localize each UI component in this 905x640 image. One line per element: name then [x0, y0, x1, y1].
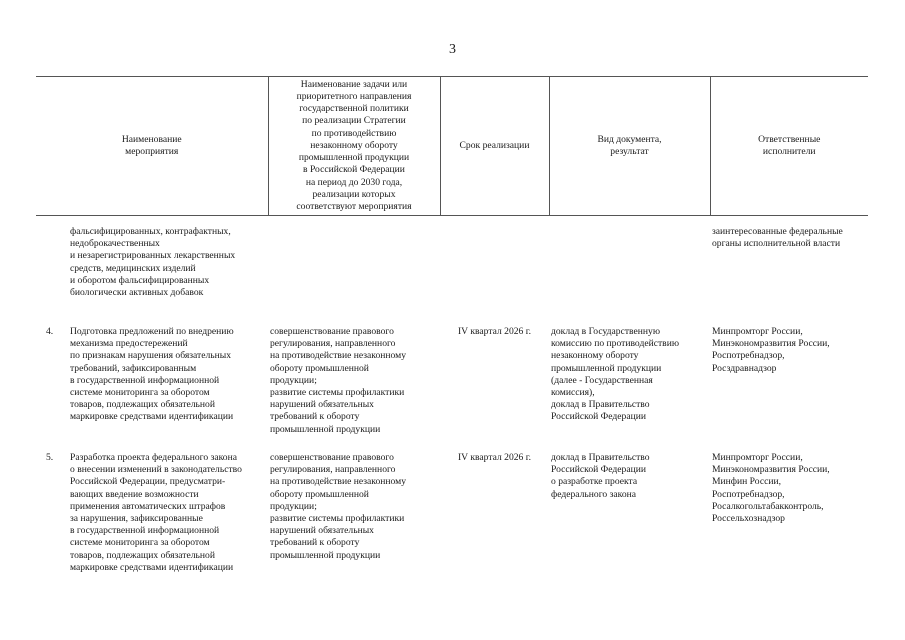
header-activity	[36, 77, 268, 216]
row-number: 4.	[46, 326, 54, 337]
header-result	[549, 77, 710, 216]
header-task-text: Наименование задачи или приоритетного направления государственной политики по реализации Стратегии по противодействию незаконному обороту промышленной продукции в Российской Федерации на период до 2030 года, реализации которых соответствуют мероприятия	[296, 78, 412, 212]
row-executors: Минпромторг России, Минэкономразвития России, Минфин России, Роспотребнадзор, Росалкогольтабакконтроль, Россельхознадзор	[712, 452, 830, 525]
header-executors-text: Ответственные исполнители	[758, 133, 821, 157]
row-number: 5.	[46, 452, 54, 463]
row-task: совершенствование правового регулирования, направленного на противодействие незаконному обороту промышленной продукции; развитие системы профилактики нарушений обязательных требований к обороту промышленной продукции	[270, 326, 407, 435]
row-deadline: IV квартал 2026 г.	[457, 452, 532, 463]
row-activity: Подготовка предложений по внедрению механизма предостережений по признакам нарушения обязательных требований, зафиксированным в государственной информационной системе мониторинга за оборотом товаров, подлежащих обязательной маркировке средствами идентификации	[70, 326, 234, 423]
row-activity-cell	[36, 310, 268, 436]
activities-table	[36, 76, 868, 574]
page-number: 3	[449, 42, 456, 57]
continuation-executors: заинтересованные федеральные органы исполнительной власти	[712, 226, 843, 250]
continuation-result	[549, 216, 710, 311]
row-executors: Минпромторг России, Минэкономразвития России, Роспотребнадзор, Росздравнадзор	[712, 326, 830, 374]
header-task	[268, 77, 440, 216]
table-row	[36, 310, 868, 436]
table-row	[36, 436, 868, 574]
continuation-deadline	[440, 216, 549, 311]
table-row-continuation	[36, 216, 868, 311]
row-activity-cell	[36, 436, 268, 574]
activities-table-container	[36, 76, 868, 574]
header-result-text: Вид документа, результат	[597, 133, 662, 157]
header-executors	[710, 77, 868, 216]
continuation-activity: фальсифицированных, контрафактных, недоброкачественных и незарегистрированных лекарственных средств, медицинских изделий и оборотом фальсифицированных биологически активных добавок	[70, 226, 236, 299]
row-task: совершенствование правового регулирования, направленного на противодействие незаконному обороту промышленной продукции; развитие системы профилактики нарушений обязательных требований к обороту промышленной продукции	[270, 452, 407, 561]
row-result: доклад в Правительство Российской Федерации о разработке проекта федерального закона	[551, 452, 650, 500]
row-deadline: IV квартал 2026 г.	[457, 326, 532, 337]
row-activity: Разработка проекта федерального закона о внесении изменений в законодательство Российской Федерации, предусматри- вающих введение возможности применения автоматических штрафов за нарушения, зафиксированные в государственной информационной системе мониторинга за оборотом товаров, подлежащих обязательной маркировке средствами идентификации	[70, 452, 242, 573]
header-deadline	[440, 77, 549, 216]
row-result: доклад в Государственную комиссию по противодействию незаконному обороту промышленной продукции (далее - Государственная комиссия), доклад в Правительство Российской Федерации	[551, 326, 680, 423]
header-deadline-text: Срок реализации	[459, 139, 530, 151]
continuation-task	[268, 216, 440, 311]
header-activity-text: Наименование мероприятия	[121, 133, 182, 157]
table-body	[36, 216, 868, 575]
table-header	[36, 77, 868, 216]
header-row	[36, 77, 868, 216]
